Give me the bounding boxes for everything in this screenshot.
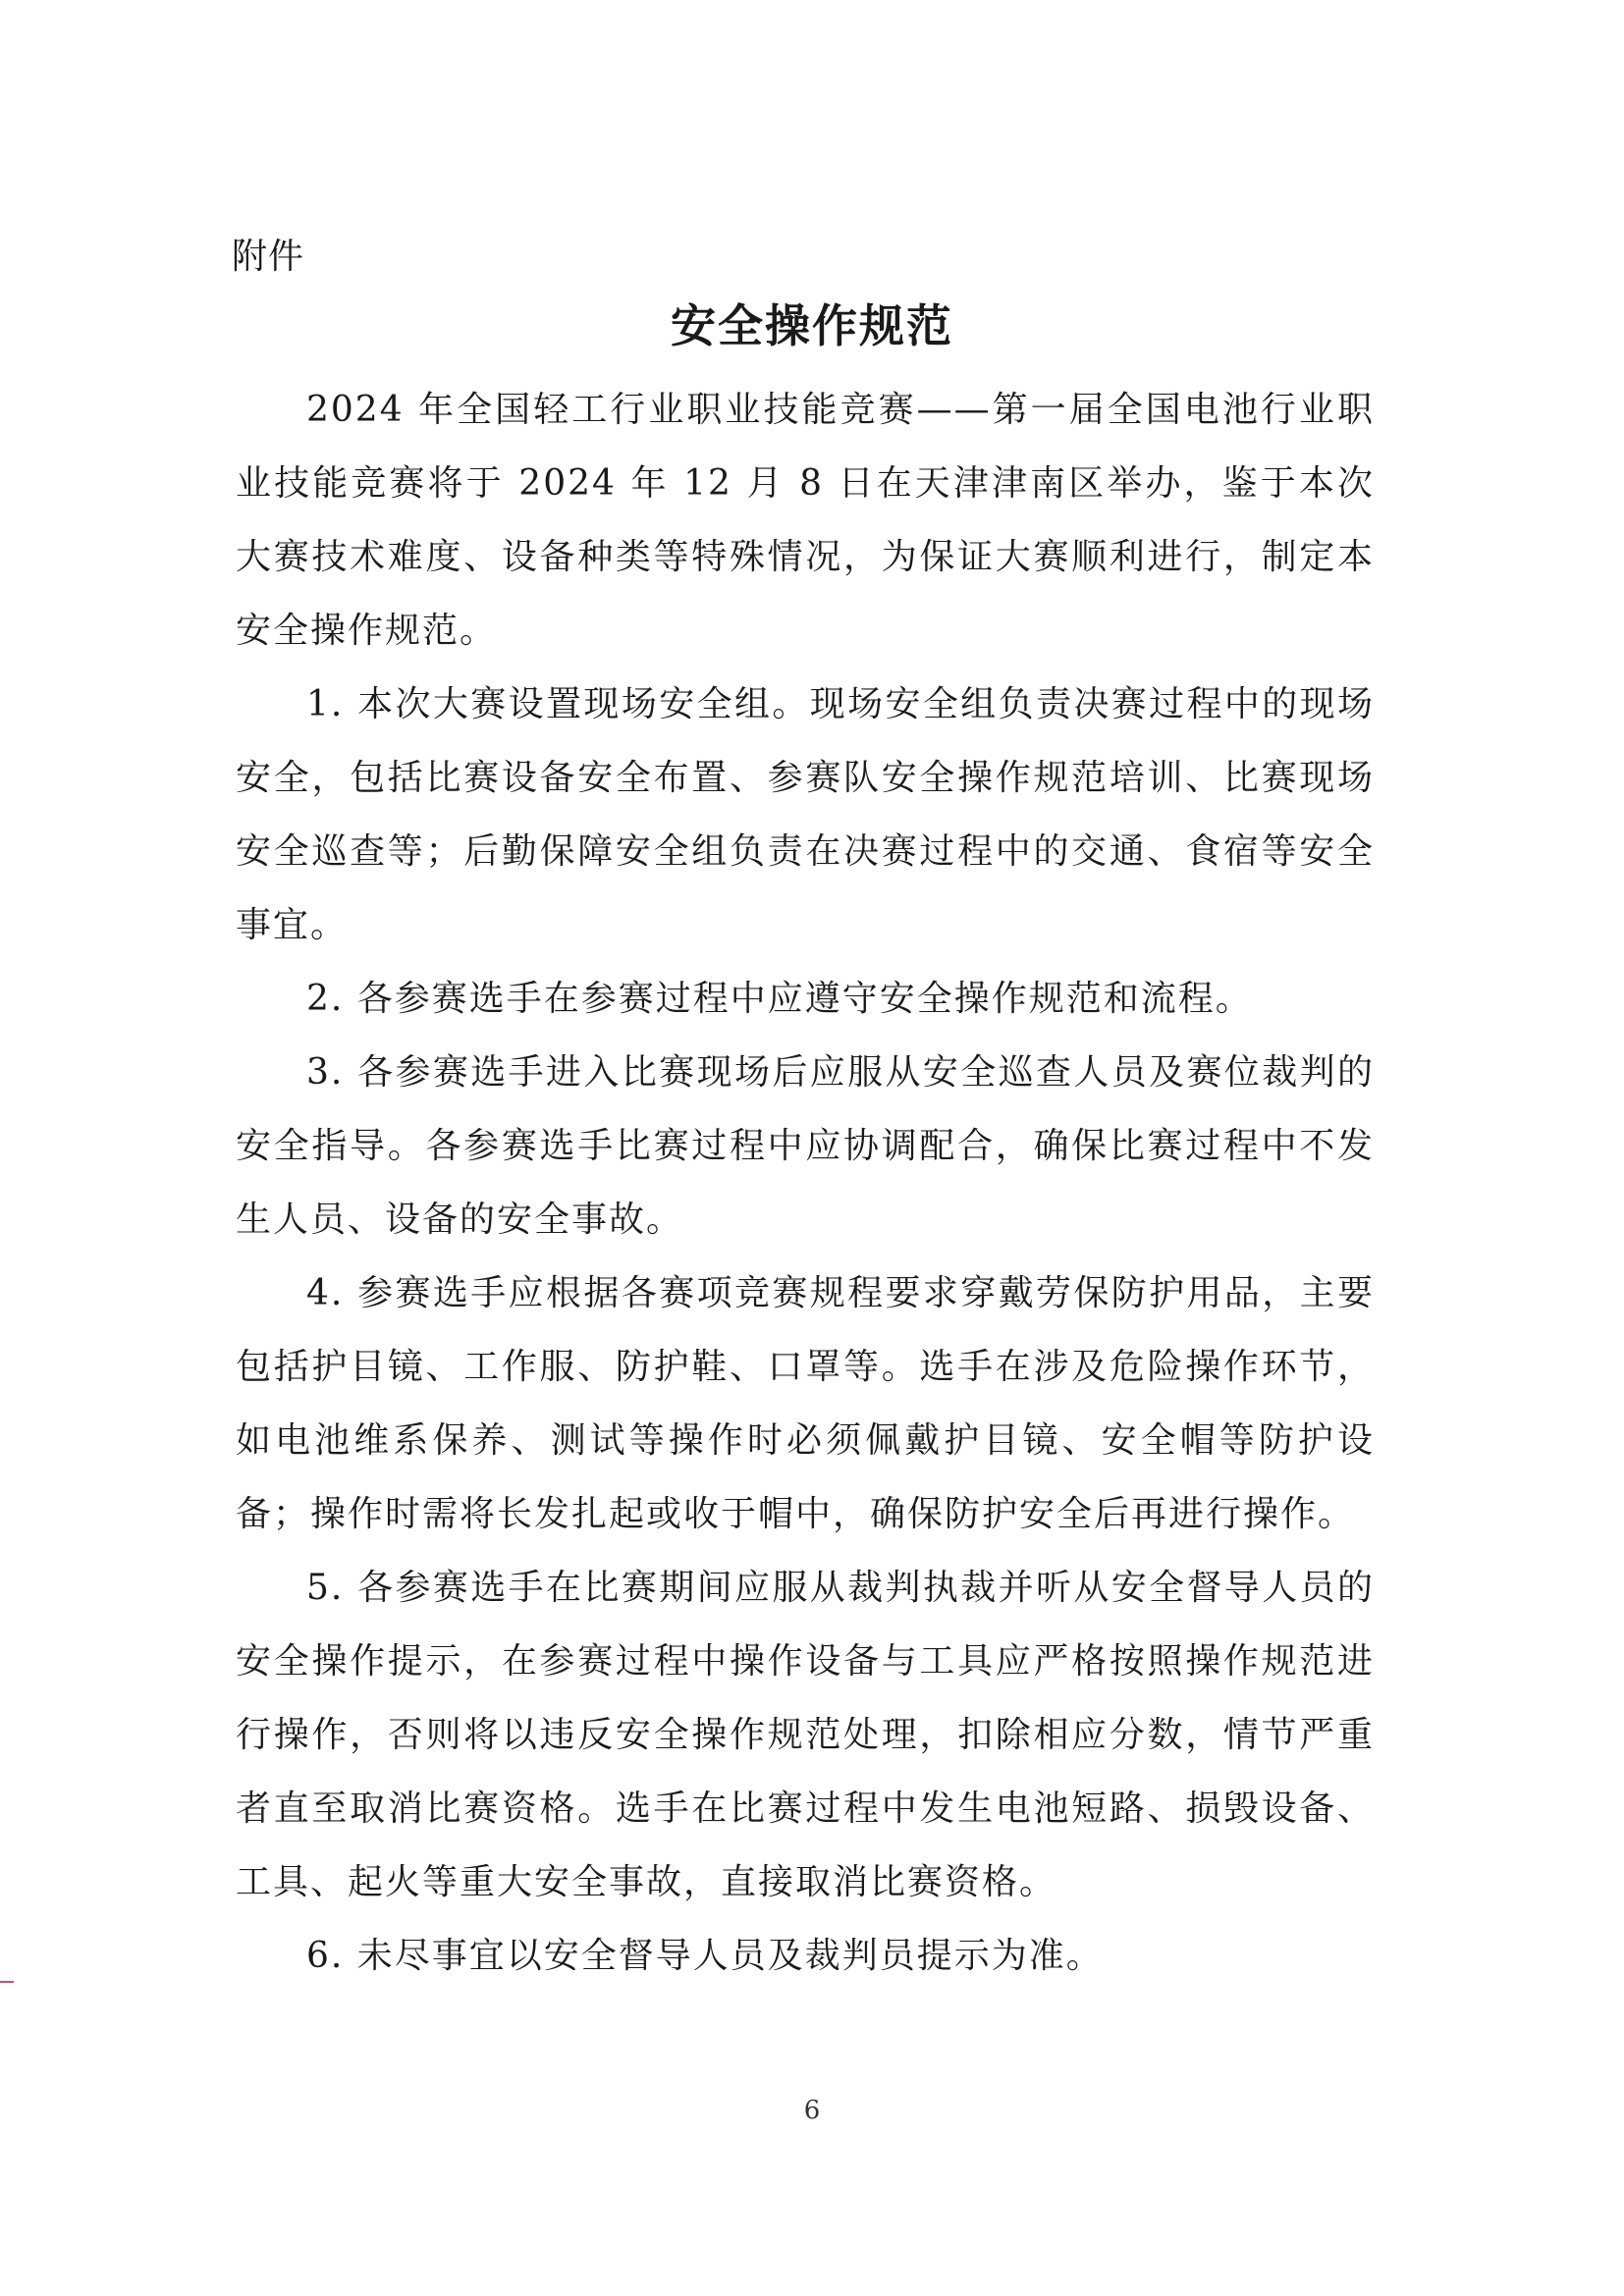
clause-5-paragraph: 5. 各参赛选手在比赛期间应服从裁判执裁并听从安全督导人员的安全操作提示，在参赛过程中操作设备与工具应严格按照操作规范进行操作，否则将以违反安全操作规范处理，扣除相应分数，情节严重者直至取消比赛资格。选手在比赛过程中发生电池短路、损毁设备、工具、起火等重大安全事故，直接取消比赛资格。 — [236, 1568, 1375, 1902]
clause-2-paragraph: 2. 各参赛选手在参赛过程中应遵守安全操作规范和流程。 — [306, 979, 1253, 1019]
document-title: 安全操作规范 — [671, 299, 953, 352]
clause-3-paragraph: 3. 各参赛选手进入比赛现场后应服从安全巡查人员及赛位裁判的安全指导。各参赛选手比赛过程中应协调配合，确保比赛过程中不发生人员、设备的安全事故。 — [236, 1052, 1375, 1240]
intro-paragraph: 2024 年全国轻工行业职业技能竞赛——第一届全国电池行业职业技能竞赛将于 2024 年 12 月 8 日在天津津南区举办，鉴于本次大赛技术难度、设备种类等特殊情况，为保证大赛顺利进行，制定本安全操作规范。 — [236, 390, 1375, 651]
clause-1-paragraph: 1. 本次大赛设置现场安全组。现场安全组负责决赛过程中的现场安全，包括比赛设备安全布置、参赛队安全操作规范培训、比赛现场安全巡查等；后勤保障安全组负责在决赛过程中的交通、食宿等安全事宜。 — [236, 684, 1375, 945]
page-number: 6 — [803, 2096, 821, 2125]
attachment-label: 附件 — [232, 237, 305, 277]
scan-mark — [0, 1981, 14, 1983]
clause-6-paragraph: 6. 未尽事宜以安全督导人员及裁判员提示为准。 — [306, 1936, 1104, 1976]
document-body — [236, 373, 1375, 1993]
clause-4-paragraph: 4. 参赛选手应根据各赛项竞赛规程要求穿戴劳保防护用品，主要包括护目镜、工作服、防护鞋、口罩等。选手在涉及危险操作环节，如电池维系保养、测试等操作时必须佩戴护目镜、安全帽等防护设备；操作时需将长发扎起或收于帽中，确保防护安全后再进行操作。 — [236, 1273, 1375, 1534]
